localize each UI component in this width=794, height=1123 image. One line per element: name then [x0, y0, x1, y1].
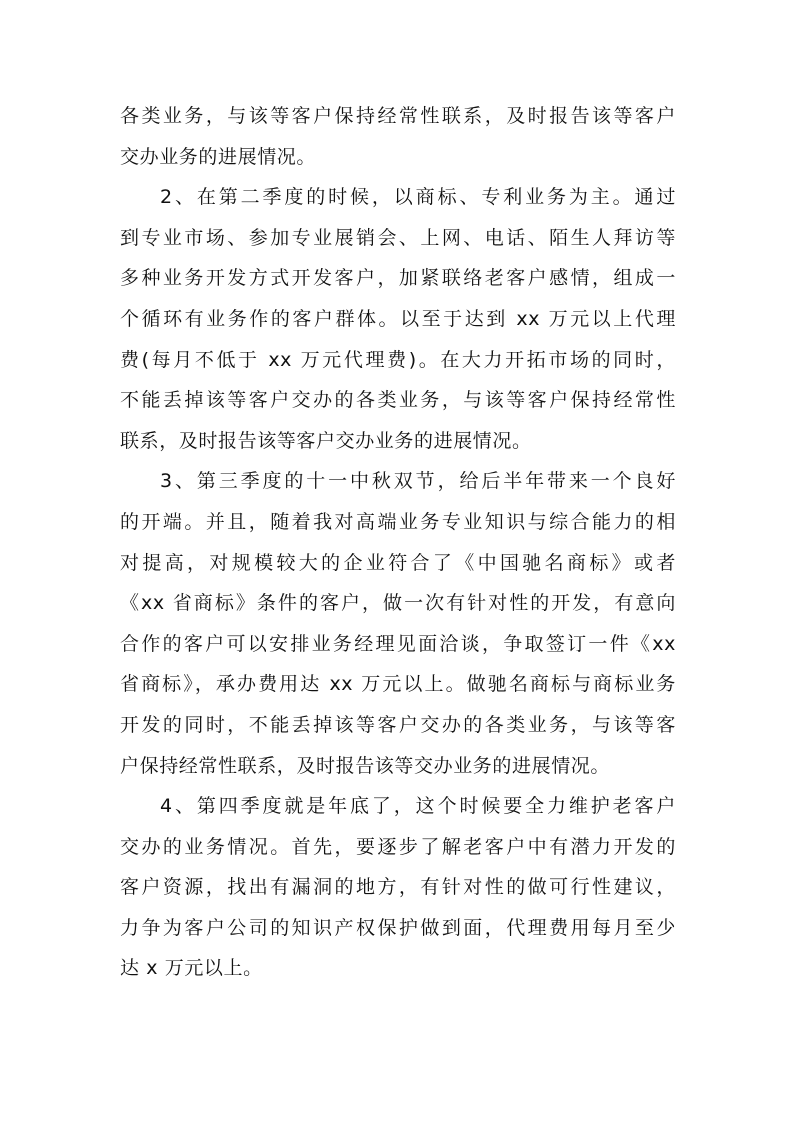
text-line: 开发的同时，不能丢掉该等客户交办的各类业务，与该等客 — [120, 713, 676, 736]
text-line: 多种业务开发方式开发客户，加紧联络老客户感情，组成一 — [120, 267, 676, 290]
text-line: 省商标》，承办费用达 xx 万元以上。做驰名商标与商标业务 — [120, 673, 676, 696]
paragraph-q3 — [120, 461, 676, 786]
text-line: 力争为客户公司的知识产权保护做到面，代理费用每月至少 — [120, 916, 676, 939]
text-line: 联系，及时报告该等客户交办业务的进展情况。 — [120, 429, 532, 452]
document-body — [120, 96, 676, 989]
paragraph-continuation — [120, 96, 676, 177]
paragraph-q4 — [120, 786, 676, 989]
text-line: 对提高，对规模较大的企业符合了《中国驰名商标》或者 — [120, 551, 676, 574]
text-line: 2、在第二季度的时候，以商标、专利业务为主。通过 — [160, 186, 676, 209]
text-line: 个循环有业务作的客户群体。以至于达到 xx 万元以上代理 — [120, 307, 676, 330]
text-line: 交办业务的进展情况。 — [120, 145, 317, 168]
paragraph-q2 — [120, 177, 676, 461]
text-line: 各类业务，与该等客户保持经常性联系，及时报告该等客户 — [120, 105, 676, 127]
text-line: 3、第三季度的十一中秋双节，给后半年带来一个良好 — [160, 470, 676, 493]
text-line: 到专业市场、参加专业展销会、上网、电话、陌生人拜访等 — [120, 226, 676, 249]
text-line: 费(每月不低于 xx 万元代理费)。在大力开拓市场的同时， — [120, 348, 676, 371]
text-line: 交办的业务情况。首先，要逐步了解老客户中有潜力开发的 — [120, 835, 676, 858]
text-line: 4、第四季度就是年底了，这个时候要全力维护老客户 — [160, 795, 676, 818]
text-line: 合作的客户可以安排业务经理见面洽谈，争取签订一件《xx — [120, 632, 676, 655]
text-line: 达 x 万元以上。 — [120, 957, 263, 980]
text-line: 客户资源，找出有漏洞的地方，有针对性的做可行性建议， — [120, 876, 676, 899]
text-line: 的开端。并且，随着我对高端业务专业知识与综合能力的相 — [120, 510, 676, 533]
text-line: 《xx 省商标》条件的客户，做一次有针对性的开发，有意向 — [120, 592, 676, 615]
text-line: 不能丢掉该等客户交办的各类业务，与该等客户保持经常性 — [120, 389, 676, 412]
text-line: 户保持经常性联系，及时报告该等交办业务的进展情况。 — [120, 754, 611, 777]
